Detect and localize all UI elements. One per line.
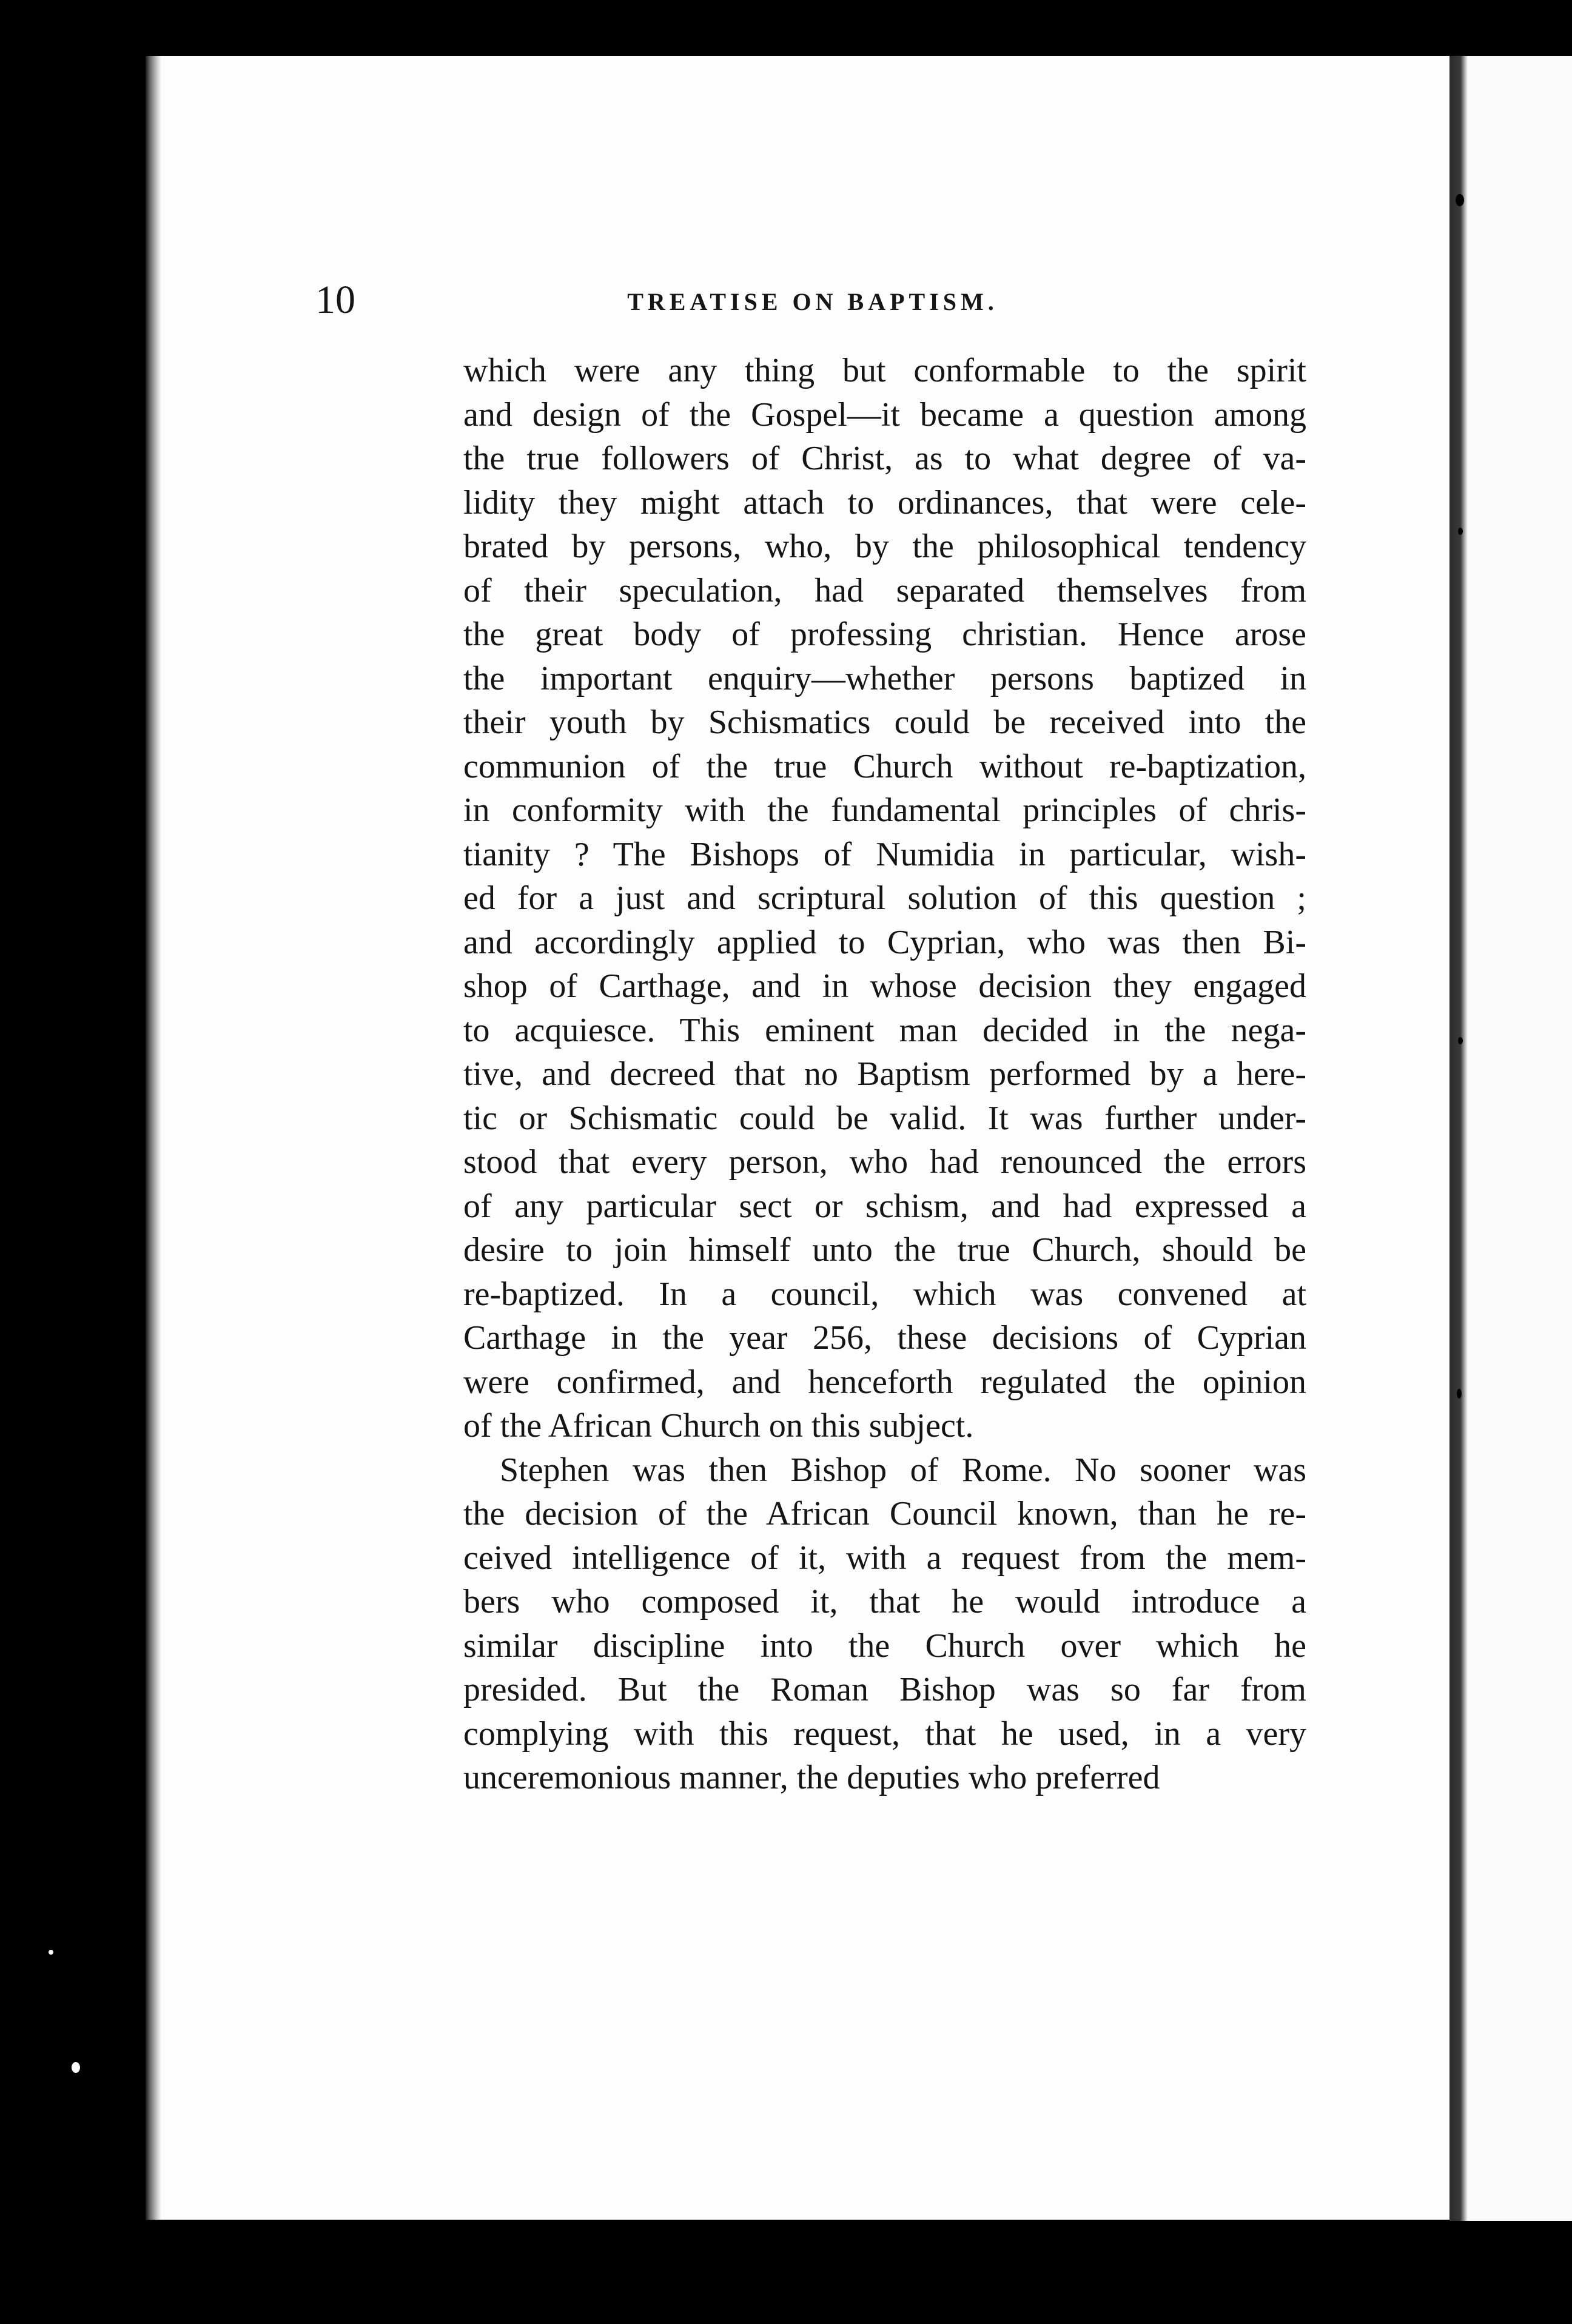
paragraph	[463, 1448, 1306, 1800]
text-line: ceived intelligence of it, with a request from the mem-	[463, 1539, 1306, 1577]
scan-speck	[1458, 528, 1463, 535]
scan-border	[1449, 2221, 1572, 2324]
text-line: which were any thing but conformable to the spirit	[463, 352, 1306, 389]
text-line: of the African Church on this subject.	[463, 1407, 974, 1445]
scan-speck	[1456, 194, 1464, 206]
text-line: tic or Schismatic could be valid. It was further under-	[463, 1099, 1306, 1137]
text-line: their youth by Schismatics could be received into the	[463, 704, 1306, 741]
text-line: re-baptized. In a council, which was convened at	[463, 1275, 1306, 1313]
page-number: 10	[315, 278, 355, 322]
running-title: TREATISE ON BAPTISM.	[627, 288, 998, 315]
binding-gutter	[146, 56, 161, 2220]
paragraph	[463, 349, 1306, 1448]
text-line: bers who composed it, that he would introduce a	[463, 1583, 1306, 1620]
text-line: the great body of professing christian. Hence arose	[463, 616, 1306, 653]
text-line: presided. But the Roman Bishop was so far from	[463, 1671, 1306, 1708]
text-line: tive, and decreed that no Baptism performed by a here-	[463, 1055, 1306, 1093]
text-line: of their speculation, had separated themselves from	[463, 571, 1306, 610]
text-line: Stephen was then Bishop of Rome. No sooner was	[500, 1451, 1306, 1489]
scan-speck	[1457, 1389, 1462, 1399]
text-line: ed for a just and scriptural solution of this question ;	[463, 879, 1306, 917]
scan-speck	[1213, 8, 1219, 17]
scan-speck	[49, 1950, 53, 1955]
text-line: of any particular sect or schism, and had expressed a	[463, 1187, 1306, 1225]
text-line: the decision of the African Council known, than he re-	[463, 1495, 1306, 1533]
text-line: desire to join himself unto the true Church, should be	[463, 1231, 1306, 1269]
text-line: unceremonious manner, the deputies who preferred	[463, 1759, 1160, 1796]
text-line: the important enquiry—whether persons baptized in	[463, 659, 1306, 697]
text-line: communion of the true Church without re-baptization,	[463, 747, 1306, 785]
text-line: to acquiesce. This eminent man decided in the nega-	[463, 1011, 1306, 1049]
text-line: lidity they might attach to ordinances, that were cele-	[463, 483, 1306, 522]
text-line: in conformity with the fundamental principles of chris-	[463, 791, 1306, 829]
body-text	[463, 349, 1306, 1800]
text-line: complying with this request, that he used, in a very	[463, 1714, 1306, 1753]
running-head	[315, 276, 1310, 324]
text-line: and accordingly applied to Cyprian, who was then Bi-	[463, 923, 1306, 961]
text-line: brated by persons, who, by the philosophical tendency	[463, 528, 1306, 565]
text-line: Carthage in the year 256, these decisions of Cyprian	[463, 1319, 1306, 1357]
text-line: similar discipline into the Church over which he	[463, 1627, 1306, 1665]
text-line: and design of the Gospel—it became a question among	[463, 395, 1306, 434]
text-line: the true followers of Christ, as to what degree of va-	[463, 440, 1306, 477]
adjacent-page-edge	[1449, 56, 1572, 2221]
text-line: tianity ? The Bishops of Numidia in particular, wish-	[463, 835, 1306, 873]
scan-speck	[597, 13, 602, 18]
text-line: shop of Carthage, and in whose decision they engaged	[463, 967, 1306, 1005]
scan-speck	[1458, 1037, 1463, 1044]
scan-speck	[72, 2062, 80, 2073]
text-line: stood that every person, who had renounced the errors	[463, 1143, 1306, 1181]
text-line: were confirmed, and henceforth regulated the opinion	[463, 1363, 1306, 1401]
